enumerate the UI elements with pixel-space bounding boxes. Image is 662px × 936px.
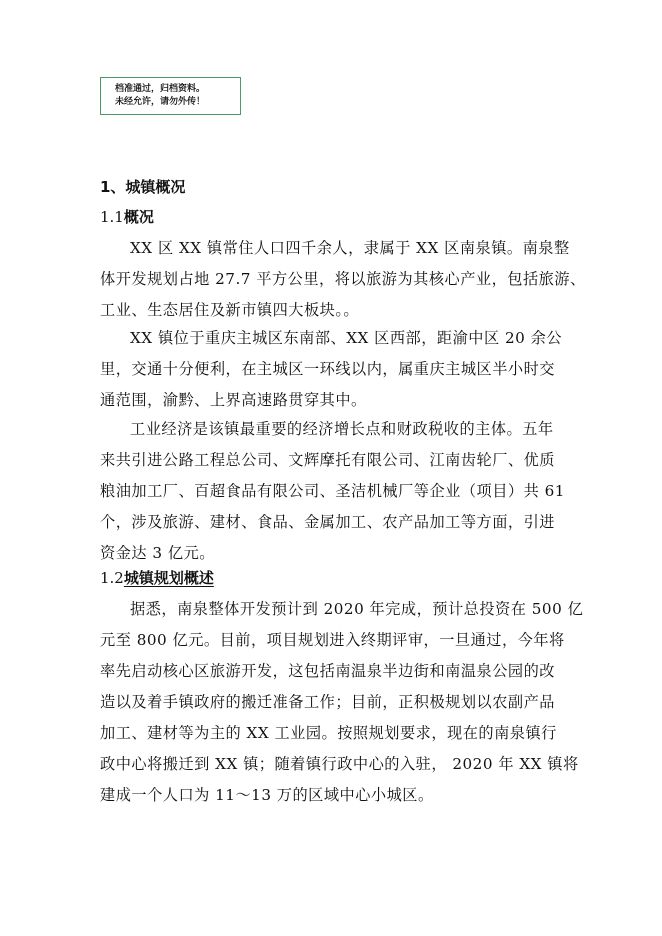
paragraph-line: 来共引进公路工程总公司、文辉摩托有限公司、江南齿轮厂、优质 [100,451,555,469]
section-heading-1: 1、城镇概况 [100,178,186,196]
paragraph-line: 资金达 3 亿元。 [100,544,215,562]
paragraph-line: XX 镇位于重庆主城区东南部、XX 区西部，距渝中区 20 余公 [130,329,563,347]
section-title: 概况 [123,208,154,226]
section-number: 1.2 [100,569,124,587]
paragraph-line: XX 区 XX 镇常住人口四千余人，隶属于 XX 区南泉镇。南泉整 [130,239,570,257]
confidential-notice-box [100,77,241,115]
section-heading-1-1 [100,206,154,228]
paragraph-location [100,323,564,416]
section-heading-1-2 [100,567,214,589]
paragraph-line: 工业经济是该镇最重要的经济增长点和财政税收的主体。五年 [130,420,554,438]
paragraph-line: 里，交通十分便利，在主城区一环线以内，属重庆主城区半小时交 [100,360,555,378]
section-number: 1.1 [100,208,124,226]
notice-line-2: 未经允许，请勿外传！ [115,97,206,107]
paragraph-line: 粮油加工厂、百超食品有限公司、圣洁机械厂等企业（项目）共 61 [100,482,565,500]
paragraph-line: 据悉，南泉整体开发预计到 2020 年完成，预计总投资在 500 亿 [130,600,584,618]
paragraph-line: 加工、建材等为主的 XX 工业园。按照规划要求，现在的南泉镇行 [100,724,557,742]
paragraph-industry [100,414,564,569]
paragraph-line: 通范围，渝黔、上界高速路贯穿其中。 [100,391,367,409]
paragraph-line: 工业、生态居住及新市镇四大板块。。 [100,301,360,319]
paragraph-line: 造以及着手镇政府的搬迁准备工作；目前，正积极规划以农副产品 [100,693,555,711]
paragraph-planning [100,594,584,811]
paragraph-line: 政中心将搬迁到 XX 镇；随着镇行政中心的入驻， 2020 年 XX 镇将 [100,755,579,773]
section-title: 城镇规划概述 [123,569,214,587]
paragraph-line: 建成一个人口为 11～13 万的区域中心小城区。 [100,786,434,804]
paragraph-line: 个，涉及旅游、建材、食品、金属加工、农产品加工等方面，引进 [100,513,555,531]
paragraph-line: 元至 800 亿元。目前，项目规划进入终期评审，一旦通过，今年将 [100,631,565,649]
paragraph-population [100,233,586,326]
paragraph-line: 率先启动核心区旅游开发，这包括南温泉半边街和南温泉公园的改 [100,662,555,680]
notice-line-1: 档准通过，归档资料。 [115,84,206,94]
paragraph-line: 体开发规划占地 27.7 平方公里，将以旅游为其核心产业，包括旅游、 [100,270,586,288]
